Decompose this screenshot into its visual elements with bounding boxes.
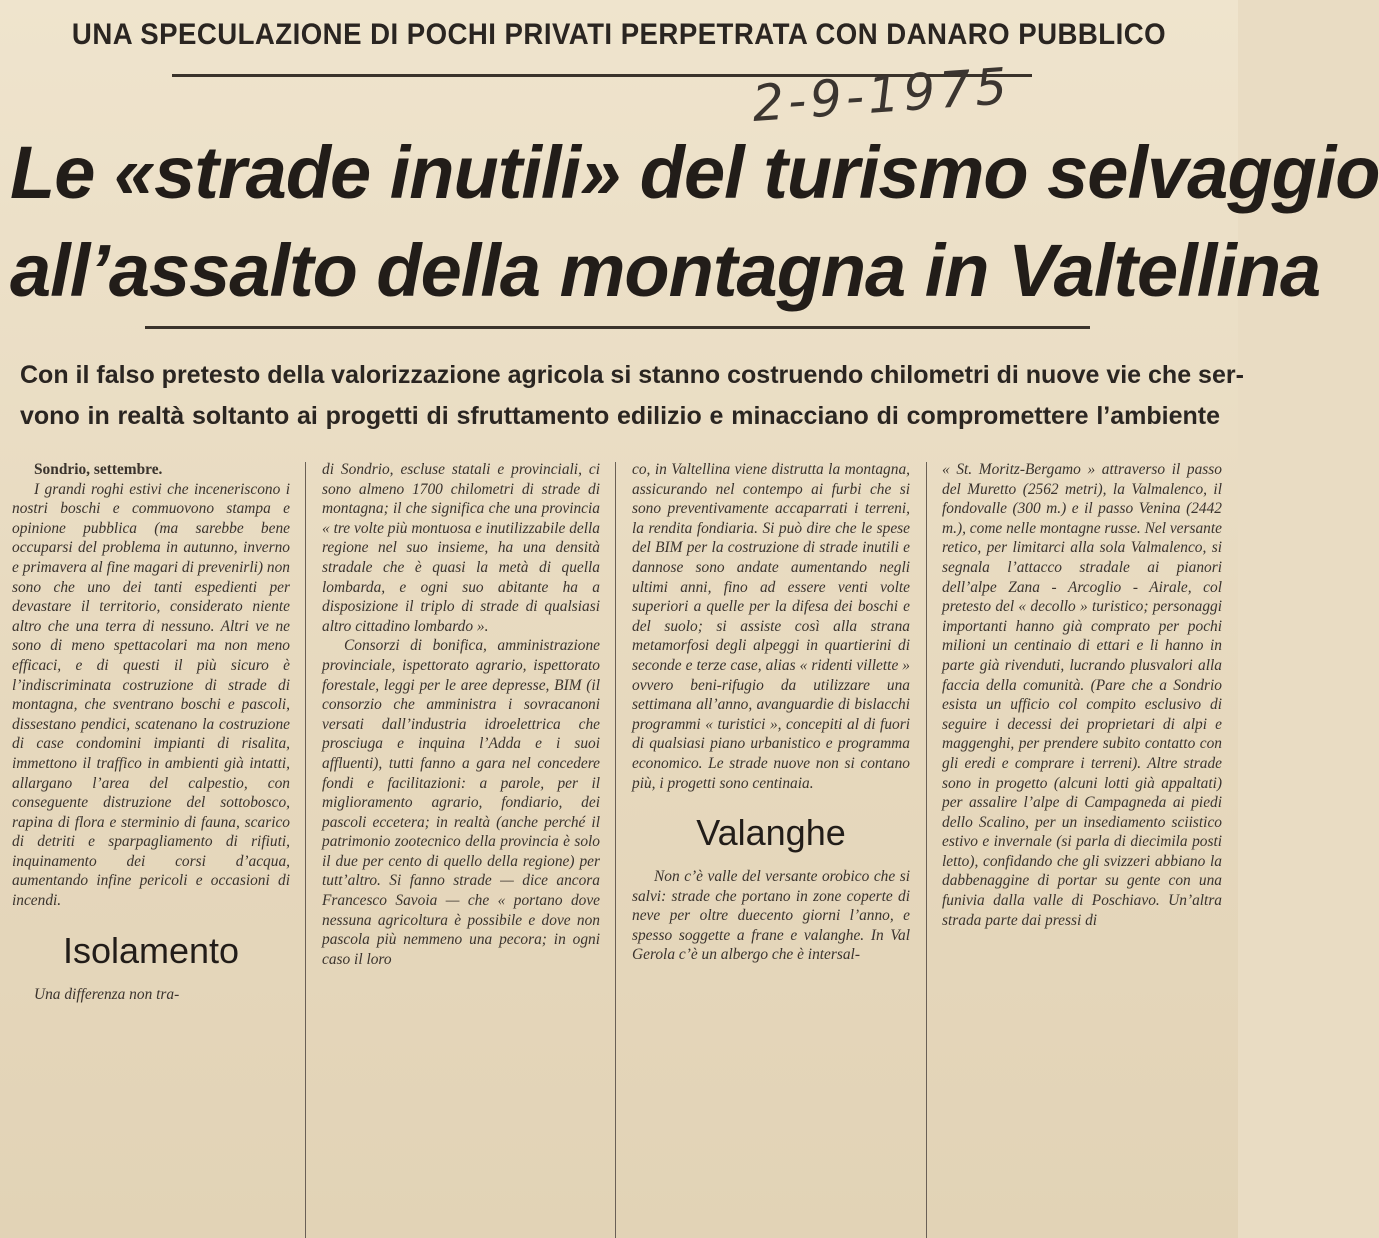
column-separator <box>926 462 927 1238</box>
headline-rule <box>145 326 1090 329</box>
subhead-valanghe: Valanghe <box>696 812 846 854</box>
article-column-1 <box>12 460 290 1238</box>
headline-line-2: all’assalto della montagna in Valtellina <box>10 229 1321 312</box>
deck-line-1: Con il falso pretesto della valorizzazione agricola si stanno costruendo chilometri di nuove vie che ser- <box>20 361 1244 389</box>
paragraph: Consorzi di bonifica, amministrazione provinciale, ispettorato agrario, ispettorato forestale, leggi per le aree depresse, BIM (il consorzio che amministra i sovracanoni versati dall’industria idroelettrica che prosciuga e inquina l’Adda e i suoi affluenti), tutti fanno a gara nel concedere fondi e facilitazioni: a parole, per il miglioramento agrario, fondiario, dei pascoli eccetera; in realtà (anche perché il patrimonio zootecnico della provincia è solo il due per cento di quello della regione) per tutt’altro. Si fanno strade — dice ancora Francesco Savoia — che « portano dove nessuna agricoltura è possibile e dove non pascola più nemmeno una pecora; in ogni caso il loro <box>322 637 600 968</box>
paragraph: Non c’è valle del versante orobico che si salvi: strade che portano in zone coperte di neve per oltre duecento giorni l’anno, e spesso soggette a frane e valanghe. In Val Gerola c’è un albergo che è intersal- <box>632 868 910 964</box>
column-separator <box>615 462 616 1238</box>
column-separator <box>305 462 306 1238</box>
article-column-4 <box>942 460 1222 1238</box>
dateline: Sondrio, settembre. <box>34 461 163 478</box>
paragraph: I grandi roghi estivi che inceneriscono i nostri boschi e commuovono stampa e opinione pubblica (ma sarebbe bene occuparsi del problema in autunno, inverno e primavera al fine magari di prevenirli) non sono che uno dei tanti espedienti per devastare il territorio, considerato niente altro che una terra di nessuno. Altri ve ne sono di meno spettacolari ma non meno efficaci, e di questi il più sicuro è l’indiscriminata costruzione di strade di montagna, che sventrano boschi e pascoli, dissestano pendici, scatenano la costruzione di case condomini impianti di risalita, immettono il traffico in ambienti già intatti, allargano l’area del calpestio, con conseguente distruzione del sottobosco, rapina di flora e sterminio di fauna, scarico di detriti e sparpagliamento di rifiuti, inquinamento dei corsi d’acqua, aumentando infine pericoli e occasioni di incendi. <box>12 480 290 910</box>
headline-line-1: Le «strade inutili» del turismo selvaggio <box>10 131 1379 214</box>
paragraph: « St. Moritz-Bergamo » attraverso il passo del Muretto (2562 metri), la Valmalenco, il fondovalle (300 m.) e il passo Venina (2442 m.), come nelle montagne russe. Nel versante retico, per limitarci alla sola Valmalenco, si segnala l’attacco stradale ai pianori dell’alpe Zana - Arcoglio - Airale, col pretesto del « decollo » turistico; personaggi importanti hanno già comprato per pochi milioni un centinaio di ettari e li hanno in parte già rivenduti, lucrando plusvalori alla faccia della comunità. (Pare che a Sondrio esista un ufficio col compito esclusivo di seguire i decessi dei proprietari di alpi e maggenghi, per prendere subito contatto con gli eredi e comprare i terreni). Altre strade sono in progetto (alcuni lotti già appaltati) per assalire l’alpe di Campagneda ai piedi dello Scalino, per un insediamento sciistico estivo e invernale (si parla di diecimila posti letto), confidando che gli svizzeri abbiano la dabbenaggine di portar su gente con una funivia dalla valle di Poschiavo. Un’altra strada parte dai pressi di <box>942 461 1222 929</box>
kicker: UNA SPECULAZIONE DI POCHI PRIVATI PERPETRATA CON DANARO PUBBLICO <box>71 18 1167 51</box>
article-column-3 <box>632 460 910 1238</box>
paragraph: di Sondrio, escluse statali e provinciali, ci sono almeno 1700 chilometri di strade di montagna; il che significa che una provincia « tre volte più montuosa e inutilizzabile della regione nel suo insieme, ha una densità stradale che è quasi la metà di quella lombarda, e ogni suo abitante ha a disposizione il triplo di strade di qualsiasi altro cittadino lombardo ». <box>322 461 600 635</box>
deck-line-2: vono in realtà soltanto ai progetti di sfruttamento edilizio e minacciano di compromettere l’ambiente <box>20 402 1220 430</box>
handwritten-date: 2-9-1975 <box>750 57 1013 133</box>
subhead-isolamento: Isolamento <box>62 929 240 971</box>
article-column-2 <box>322 460 600 1238</box>
paragraph: co, in Valtellina viene distrutta la montagna, assicurando nel contempo ai furbi che si sono preventivamente accaparrati i terreni, la rendita fondiaria. Si può dire che le spese del BIM per la costruzione di strade inutili e dannose sono andate aumentando negli ultimi anni, fino ad essere venti volte superiori a quelle per la difesa dei boschi e del suolo; si assiste così alla strana metamorfosi degli alpeggi in quartierini di seconde e terze case, alias « ridenti villette » ovvero beni-rifugio da utilizzare una settimana all’anno, avanguardie di bislacchi programmi « turistici », concepiti al di fuori di qualsiasi piano urbanistico e programma economico. Le strade nuove non si contano più, i progetti sono centinaia. <box>632 461 910 792</box>
paragraph: Una differenza non tra- <box>34 985 180 1003</box>
